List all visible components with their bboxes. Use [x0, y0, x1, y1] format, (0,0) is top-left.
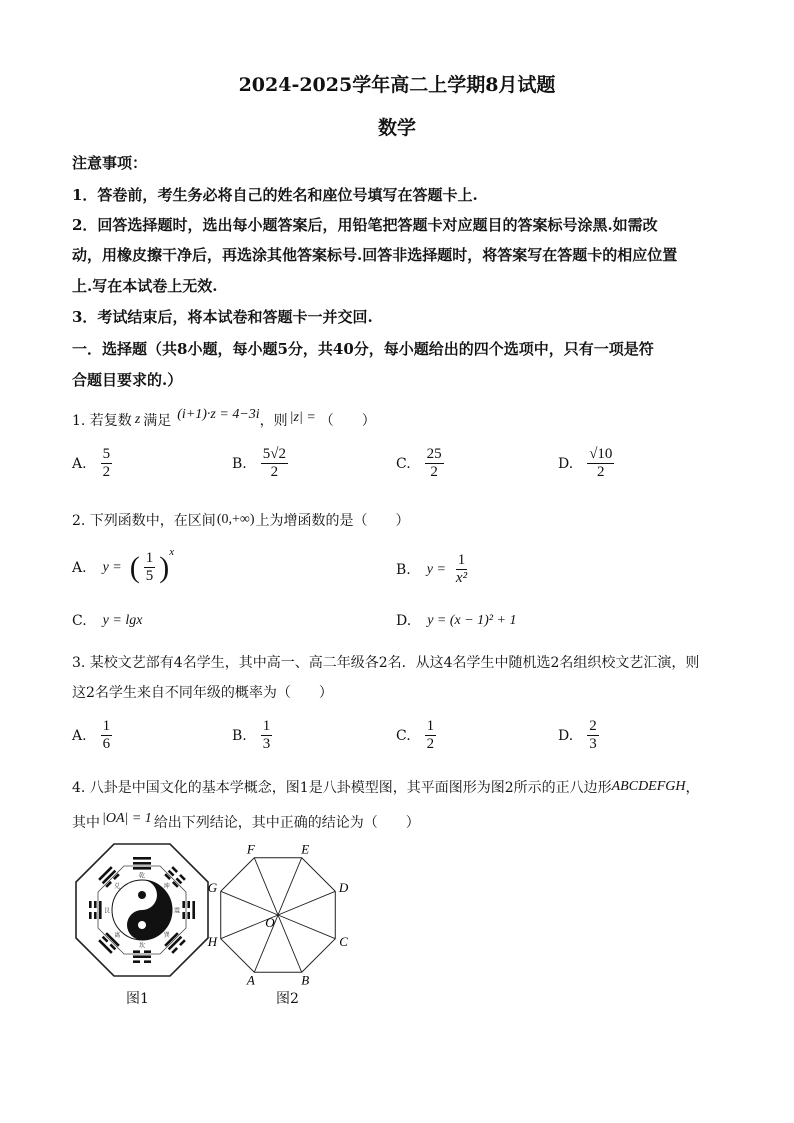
fraction-numerator: 5	[102, 446, 111, 462]
fraction-denominator: 2	[102, 464, 111, 480]
fraction-denominator: 3	[262, 736, 271, 752]
question-1-stem	[72, 407, 376, 430]
yin-line	[144, 960, 151, 963]
q1-option-a[interactable]	[72, 446, 112, 481]
q2-stem-b: 上为增函数的是（ ）	[255, 513, 410, 529]
bagua-name-label: 震	[173, 908, 181, 915]
q2-option-b-den: x²	[455, 570, 468, 586]
option-fraction	[101, 718, 113, 753]
trigram	[133, 857, 151, 870]
q4-line2-a: 其中	[72, 815, 100, 831]
q1-option-d[interactable]	[558, 446, 614, 481]
notice-item-2-line-2: 动，用橡皮擦干净后，再选涂其他答案标号.回答非选择题时，将答案写在答题卡的相应位置	[72, 246, 678, 264]
yin-line	[171, 866, 178, 873]
fraction-numerator: 25	[426, 446, 442, 462]
q2-option-b-fraction	[454, 552, 469, 587]
question-4-line-1	[72, 777, 700, 797]
question-2-stem	[72, 510, 410, 530]
q2-interval: (0,+∞)	[216, 512, 255, 527]
yin-line	[109, 944, 116, 951]
option-label: B.	[232, 727, 247, 744]
yin-line	[144, 950, 151, 953]
q1-prefix: 1. 若复数	[72, 413, 132, 429]
vertex-label-g: G	[207, 879, 218, 895]
option-fraction	[425, 446, 444, 481]
option-label: D.	[558, 727, 574, 744]
bagua-name-label: 巽	[163, 933, 170, 940]
q2-stem-a: 2. 下列函数中，在区间	[72, 513, 216, 529]
question-4-line-2	[72, 812, 420, 832]
fraction-denominator: 2	[426, 736, 435, 752]
yin-line	[105, 881, 112, 888]
option-fraction	[261, 718, 273, 753]
q2-option-b[interactable]	[396, 552, 469, 587]
fraction-denominator: 2	[430, 464, 438, 480]
bagua-name-label: 艮	[103, 908, 111, 915]
fraction-numerator: 2	[589, 718, 597, 734]
q2-option-a-fraction	[144, 550, 156, 585]
q2-option-a-lhs: y =	[102, 559, 122, 575]
yin-line	[89, 901, 92, 908]
center-label-o: O	[265, 915, 275, 930]
fraction-numerator: 1	[426, 718, 435, 734]
figure-1-bagua	[72, 840, 212, 980]
notice-item-2-line-1: 2．回答选择题时，选出每小题答案后，用铅笔把答题卡对应题目的答案标号涂黑.如需改	[72, 216, 658, 234]
yin-line	[171, 947, 178, 954]
q3-option-a[interactable]	[72, 718, 112, 753]
fraction-numerator: √10	[589, 446, 613, 462]
q2-option-b-num: 1	[457, 552, 466, 568]
notice-heading: 注意事项：	[72, 154, 148, 172]
option-fraction	[261, 446, 288, 481]
q2-option-a-num: 1	[145, 550, 154, 566]
bagua-name-label: 坤	[163, 883, 170, 890]
vertex-label-d: D	[338, 879, 349, 895]
q3-option-b[interactable]	[232, 718, 272, 753]
yin-line	[133, 950, 140, 953]
yin-line	[187, 901, 190, 908]
option-fraction	[587, 446, 614, 481]
q2-option-a-label: A.	[72, 559, 87, 576]
bagua-name-label: 兑	[114, 883, 121, 890]
yin-line	[89, 912, 92, 919]
trigram	[133, 950, 151, 963]
q1-paren: （ ）	[319, 413, 376, 429]
q4-oa-expr: |OA| = 1	[102, 811, 152, 826]
q3-option-c[interactable]	[396, 718, 436, 753]
bagua-name-label: 乾	[138, 873, 146, 880]
fraction-denominator: 2	[270, 464, 279, 480]
option-label: D.	[558, 455, 574, 472]
option-fraction	[101, 446, 113, 481]
bagua-name-label: 离	[114, 933, 121, 940]
q2-option-a-open-paren: (	[129, 550, 140, 584]
yang-line	[133, 955, 151, 958]
q2-option-b-lhs: y =	[426, 561, 446, 577]
fraction-denominator: 6	[102, 736, 111, 752]
trigram	[182, 901, 195, 919]
figure-2-caption: 图2	[276, 991, 299, 1007]
yang-line	[98, 939, 113, 954]
option-label: A.	[72, 455, 87, 472]
yin-line	[187, 912, 190, 919]
notice-item-3: 3．考试结束后，将本试卷和答题卡一并交回.	[72, 308, 373, 326]
section-1-heading-line-2: 合题目要求的.）	[72, 371, 183, 389]
yang-line	[102, 870, 117, 885]
yin-line	[168, 870, 175, 877]
bagua-name-label: 坎	[138, 943, 146, 950]
fraction-denominator: 3	[589, 736, 597, 752]
q4-line1-end: ，	[685, 780, 700, 796]
q4-line2-b: 给出下列结论，其中正确的结论为（ ）	[153, 815, 420, 831]
yin-line	[164, 873, 171, 880]
vertex-label-f: F	[246, 841, 255, 857]
fraction-numerator: 1	[102, 718, 111, 734]
vertex-label-e: E	[301, 841, 310, 857]
yang-line	[133, 867, 151, 870]
yin-line	[113, 873, 120, 880]
q2-option-a-exp: x	[169, 545, 175, 558]
trigram	[89, 901, 102, 919]
q2-option-d[interactable]	[396, 613, 516, 629]
option-fraction	[587, 718, 599, 753]
yin-line	[94, 901, 97, 908]
question-3-line-2: 这2名学生来自不同年级的概率为（ ）	[72, 685, 333, 701]
fraction-denominator: 2	[597, 464, 605, 480]
q1-var: z	[134, 412, 141, 427]
fraction-numerator: 1	[262, 718, 271, 734]
q2-option-c[interactable]	[72, 613, 142, 629]
q2-option-c-label: C.	[72, 613, 87, 629]
yin-line	[94, 912, 97, 919]
notice-item-2-line-3: 上.写在本试卷上无效.	[72, 277, 218, 295]
q4-octagon-name: ABCDEFGH	[611, 779, 686, 794]
figure-1-caption: 图1	[126, 991, 149, 1007]
fraction-numerator: 5√2	[262, 446, 286, 462]
yin-line	[133, 960, 140, 963]
yin-line	[172, 881, 179, 888]
q1-then: ，则	[259, 413, 288, 429]
option-fraction	[425, 718, 437, 753]
section-1-heading: 一．选择题（共8小题，每小题5分，共40分，每小题给出的四个选项中，只有一项是符	[72, 340, 654, 358]
option-label: A.	[72, 727, 87, 744]
yang-line	[192, 901, 195, 919]
vertex-label-b: B	[301, 972, 310, 988]
q1-equation: (i+1)·z = 4−3i	[177, 407, 260, 422]
q2-option-c-expr: y = lgx	[102, 613, 143, 628]
notice-item-1: 1．答卷前，考生务必将自己的姓名和座位号填写在答题卡上.	[72, 186, 478, 204]
option-label: C.	[396, 455, 411, 472]
figure-2-octagon	[207, 841, 354, 988]
taiji-dark-dot	[138, 891, 146, 899]
q2-option-d-expr: y = (x − 1)² + 1	[427, 613, 517, 628]
yang-line	[133, 862, 151, 865]
q3-option-d[interactable]	[558, 718, 599, 753]
q2-option-a-den: 5	[145, 568, 154, 584]
yang-line	[99, 901, 102, 919]
yin-line	[182, 912, 185, 919]
yang-line	[98, 866, 113, 881]
q2-option-a-close-paren: )	[159, 550, 170, 584]
q2-option-d-label: D.	[396, 613, 412, 629]
yin-line	[182, 901, 185, 908]
q1-option-c[interactable]	[396, 446, 444, 481]
yin-line	[179, 939, 186, 946]
q1-abs-z: |z| =	[289, 410, 316, 425]
vertex-label-c: C	[339, 934, 348, 950]
taiji-white-dot	[138, 921, 146, 929]
q1-mid: 满足	[143, 413, 172, 429]
page-title: 2024-2025学年高二上学期8月试题	[238, 74, 556, 96]
option-label: C.	[396, 727, 411, 744]
q2-option-a[interactable]	[72, 545, 175, 585]
q2-option-b-label: B.	[396, 561, 411, 578]
option-label: B.	[232, 455, 247, 472]
yin-line	[179, 874, 186, 881]
q1-option-b[interactable]	[232, 446, 288, 481]
yin-line	[102, 936, 109, 943]
vertex-label-h: H	[207, 934, 218, 950]
yang-line	[168, 936, 183, 951]
vertex-label-a: A	[246, 972, 255, 988]
subject-title: 数学	[377, 117, 416, 139]
q4-line1-text: 4. 八卦是中国文化的基本学概念，图1是八卦模型图，其平面图形为图2所示的正八边形	[72, 780, 612, 796]
yang-line	[133, 857, 151, 860]
yin-line	[176, 877, 183, 884]
question-3-line-1: 3. 某校文艺部有4名学生，其中高一、高二年级各2名．从这4名学生中随机选2名组织校文艺汇演，则	[72, 655, 700, 671]
